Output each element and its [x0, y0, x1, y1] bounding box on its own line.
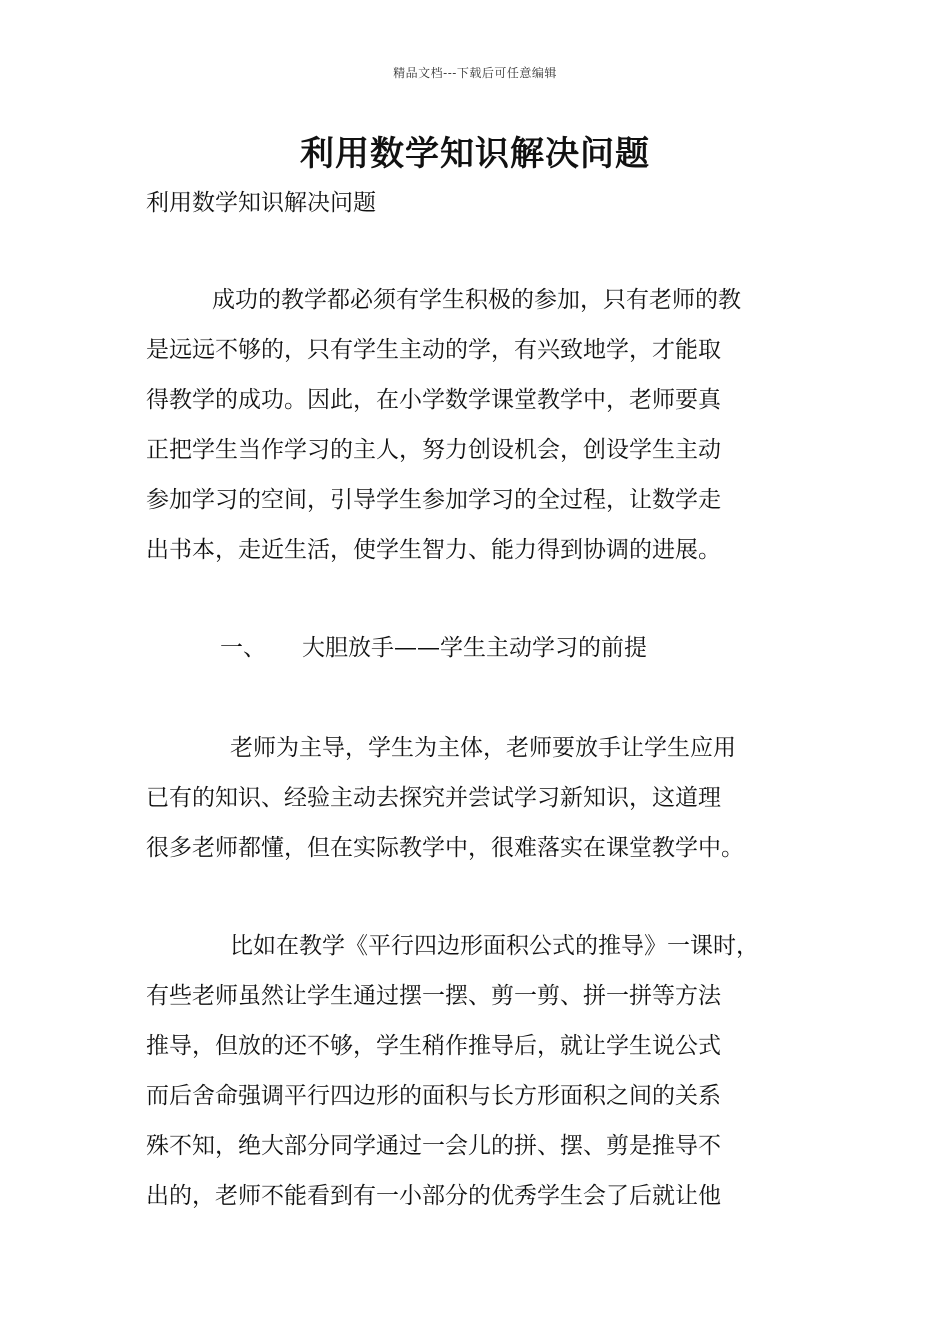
- section-heading-1: [220, 623, 647, 673]
- paragraph-line: 而后舍命强调平行四边形的面积与长方形面积之间的关系: [146, 1083, 721, 1109]
- paragraph-3: [146, 921, 826, 1221]
- paragraph-line: 成功的教学都必须有学生积极的参加，只有老师的教: [212, 287, 741, 313]
- document-title: 利用数学知识解决问题: [300, 134, 650, 174]
- paragraph-1: [146, 275, 826, 575]
- paragraph-line: 出书本，走近生活，使学生智力、能力得到协调的进展。: [146, 537, 721, 563]
- document-subtitle: 利用数学知识解决问题: [146, 190, 376, 216]
- paragraph-line: 正把学生当作学习的主人，努力创设机会，创设学生主动: [146, 437, 721, 463]
- paragraph-line: 已有的知识、经验主动去探究并尝试学习新知识，这道理: [146, 785, 721, 811]
- paragraph-line: 殊不知，绝大部分同学通过一会儿的拼、摆、剪是推导不: [146, 1133, 721, 1159]
- header-note: 精品文档---下载后可任意编辑: [393, 66, 557, 80]
- paragraph-line: 老师为主导，学生为主体，老师要放手让学生应用: [230, 735, 736, 761]
- section-number: 一、: [220, 635, 266, 661]
- paragraph-line: 很多老师都懂，但在实际教学中，很难落实在课堂教学中。: [146, 835, 744, 861]
- paragraph-line: 出的，老师不能看到有一小部分的优秀学生会了后就让他: [146, 1183, 721, 1209]
- paragraph-line: 参加学习的空间，引导学生参加学习的全过程，让数学走: [146, 487, 721, 513]
- paragraph-line: 推导，但放的还不够，学生稍作推导后，就让学生说公式: [146, 1033, 721, 1059]
- paragraph-line: 是远远不够的，只有学生主动的学，有兴致地学，才能取: [146, 337, 721, 363]
- paragraph-line: 有些老师虽然让学生通过摆一摆、剪一剪、拼一拼等方法: [146, 983, 721, 1009]
- section-title: 大胆放手——学生主动学习的前提: [302, 635, 647, 661]
- paragraph-2: [146, 723, 826, 873]
- paragraph-line: 比如在教学《平行四边形面积公式的推导》一课时，: [230, 933, 759, 959]
- paragraph-line: 得教学的成功。因此，在小学数学课堂教学中，老师要真: [146, 387, 721, 413]
